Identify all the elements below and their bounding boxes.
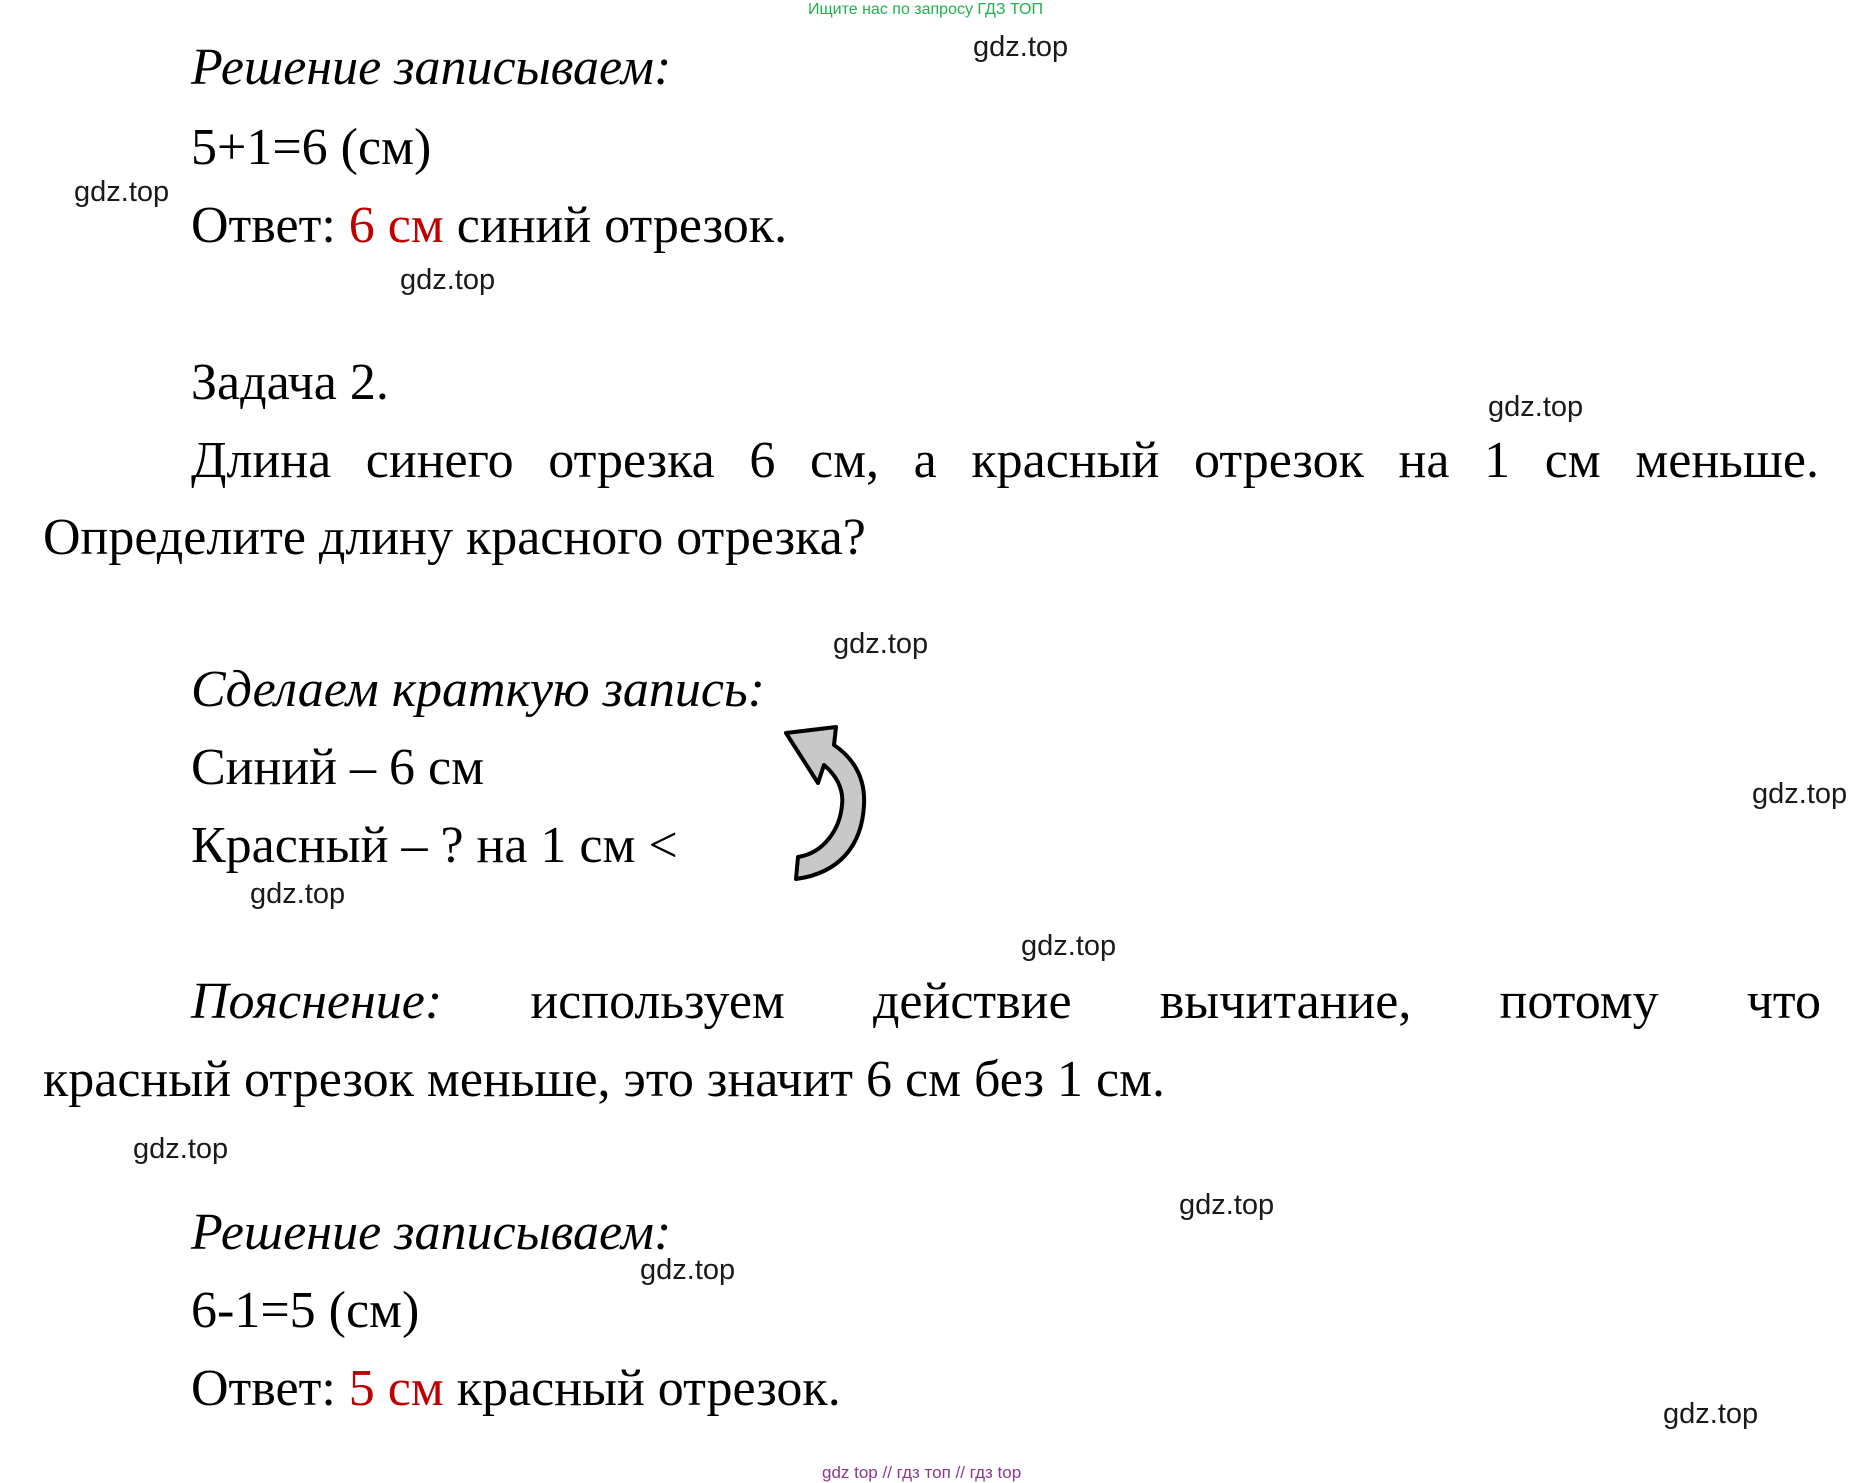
condition-word: синего <box>365 432 514 489</box>
answer-rest-2: красный отрезок. <box>443 1360 841 1417</box>
watermark: gdz.top <box>973 31 1069 63</box>
watermark: gdz.top <box>1488 391 1584 423</box>
short-record-red: Красный – ? на 1 см < <box>191 817 678 874</box>
short-record-blue: Синий – 6 см <box>191 739 484 796</box>
explanation-label: Пояснение: <box>191 973 443 1030</box>
watermark: gdz.top <box>400 264 496 296</box>
answer-rest-1: синий отрезок. <box>443 197 788 254</box>
watermark: gdz.top <box>1179 1189 1275 1221</box>
condition-word: 6 <box>749 432 776 489</box>
task-condition-line-1 <box>191 431 1819 491</box>
condition-word: отрезка <box>548 432 715 489</box>
answer-label-2: Ответ: <box>191 1360 349 1417</box>
condition-word: отрезок <box>1194 432 1364 489</box>
explanation-word: используем <box>530 973 785 1030</box>
answer-label-1: Ответ: <box>191 197 349 254</box>
watermark: gdz.top <box>250 878 346 910</box>
curved-arrow-icon <box>780 705 880 885</box>
explanation-line-2: красный отрезок меньше, это значит 6 см без 1 см. <box>43 1051 1165 1108</box>
solution-heading-2: Решение записываем: <box>191 1204 672 1261</box>
explanation-word: действие <box>872 973 1072 1030</box>
explanation-line-1 <box>191 972 1821 1032</box>
explanation-word: вычитание, <box>1159 973 1412 1030</box>
solution-heading-1: Решение записываем: <box>191 39 672 96</box>
explanation-word: что <box>1746 973 1821 1030</box>
condition-word: а <box>913 432 937 489</box>
condition-word: Длина <box>191 432 332 489</box>
answer-2 <box>191 1359 841 1419</box>
task-condition-line-2: Определите длину красного отрезка? <box>43 509 866 566</box>
watermark: gdz.top <box>1663 1398 1759 1430</box>
task-title: Задача 2. <box>191 354 389 411</box>
equation-1: 5+1=6 (см) <box>191 119 432 176</box>
short-record-heading: Сделаем краткую запись: <box>191 661 765 718</box>
explanation-word: потому <box>1499 973 1659 1030</box>
watermark: gdz.top <box>74 176 170 208</box>
condition-word: см <box>1544 432 1601 489</box>
watermark: gdz.top <box>133 1133 229 1165</box>
bottom-banner-text: gdz top // гдз топ // гдз top <box>822 1463 1022 1482</box>
condition-word: меньше. <box>1635 432 1819 489</box>
answer-value-2: 5 см <box>348 1360 444 1417</box>
equation-2: 6-1=5 (см) <box>191 1282 420 1339</box>
top-banner-text: Ищите нас по запросу ГДЗ ТОП <box>808 1 1043 18</box>
watermark: gdz.top <box>1752 778 1848 810</box>
answer-value-1: 6 см <box>348 197 444 254</box>
answer-1 <box>191 196 787 256</box>
condition-word: см, <box>810 432 880 489</box>
watermark: gdz.top <box>640 1254 736 1286</box>
condition-word: на <box>1398 432 1450 489</box>
watermark: gdz.top <box>1021 930 1117 962</box>
watermark: gdz.top <box>833 628 929 660</box>
condition-word: красный <box>971 432 1160 489</box>
condition-word: 1 <box>1484 432 1511 489</box>
